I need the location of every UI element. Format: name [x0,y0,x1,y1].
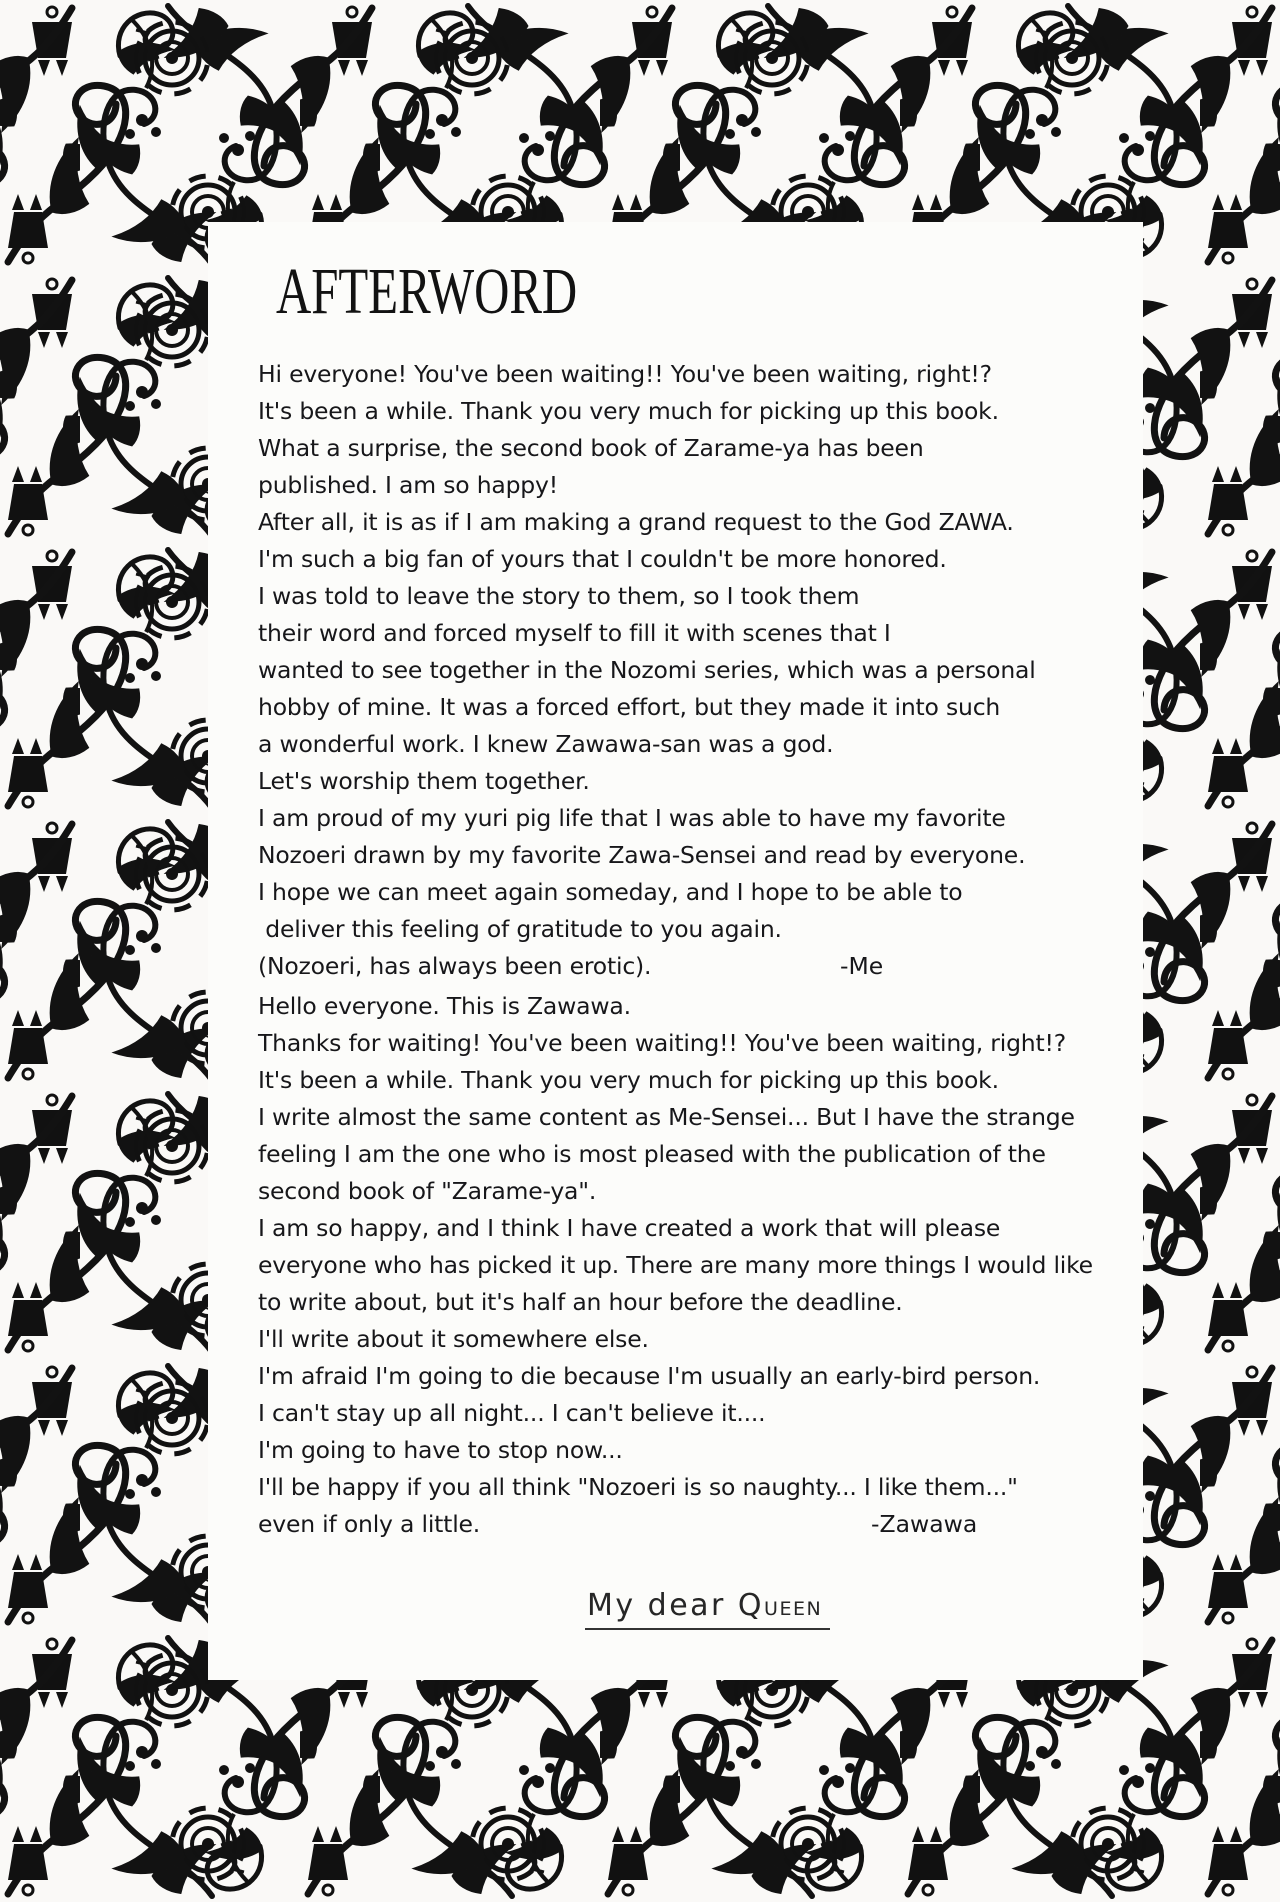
text-line: I am so happy, and I think I have created a work that will please [258,1214,1001,1242]
text-line: feeling I am the one who is most pleased with the publication of the [258,1140,1046,1168]
text-line: I'll be happy if you all think "Nozoeri is so naughty... I like them..." [258,1473,1018,1501]
afterword-paragraph-zawawa [258,988,1143,1543]
text-line: a wonderful work. I knew Zawawa-san was a god. [258,730,834,758]
text-line: to write about, but it's half an hour before the deadline. [258,1288,903,1316]
logo-my-dear-queen [585,1588,830,1630]
text-line: I'm afraid I'm going to die because I'm usually an early-bird person. [258,1362,1041,1390]
logo-text-small: UEEN [764,1598,823,1620]
content-panel [208,222,1143,1680]
text-line: published. I am so happy! [258,471,558,499]
text-line: After all, it is as if I am making a grand request to the God ZAWA. [258,508,1014,536]
text-line: hobby of mine. It was a forced effort, but they made it into such [258,693,1001,721]
text-line: Let's worship them together. [258,767,590,795]
text-line: It's been a while. Thank you very much for picking up this book. [258,397,999,425]
text-line: wanted to see together in the Nozomi series, which was a personal [258,656,1036,684]
text-line: I write almost the same content as Me-Sensei... But I have the strange [258,1103,1075,1131]
text-line: I hope we can meet again someday, and I hope to be able to [258,878,963,906]
signature-me: -Me [840,952,884,980]
text-line: (Nozoeri, has always been erotic). [258,952,652,980]
text-line: I am proud of my yuri pig life that I was able to have my favorite [258,804,1006,832]
text-line: I'll write about it somewhere else. [258,1325,649,1353]
logo-text-large: My dear Q [587,1588,765,1623]
text-line: Hello everyone. This is Zawawa. [258,992,631,1020]
text-line: I was told to leave the story to them, so I took them [258,582,860,610]
text-line: second book of "Zarame-ya". [258,1177,597,1205]
text-line: I'm such a big fan of yours that I couldn't be more honored. [258,545,947,573]
text-line: I'm going to have to stop now... [258,1436,623,1464]
text-line: What a surprise, the second book of Zarame-ya has been [258,434,924,462]
text-line: deliver this feeling of gratitude to you again. [258,915,782,943]
page-title: AFTERWORD [276,255,578,328]
signature-zawawa: -Zawawa [871,1510,978,1538]
text-line: Thanks for waiting! You've been waiting!! You've been waiting, right!? [258,1029,1067,1057]
text-line: everyone who has picked it up. There are many more things I would like [258,1251,1093,1279]
afterword-paragraph-me [258,356,1143,985]
text-line: their word and forced myself to fill it with scenes that I [258,619,891,647]
text-line: Hi everyone! You've been waiting!! You've been waiting, right!? [258,360,992,388]
text-line: It's been a while. Thank you very much for picking up this book. [258,1066,999,1094]
text-line: even if only a little. [258,1510,481,1538]
text-line: Nozoeri drawn by my favorite Zawa-Sensei and read by everyone. [258,841,1026,869]
text-line: I can't stay up all night... I can't believe it.... [258,1399,766,1427]
